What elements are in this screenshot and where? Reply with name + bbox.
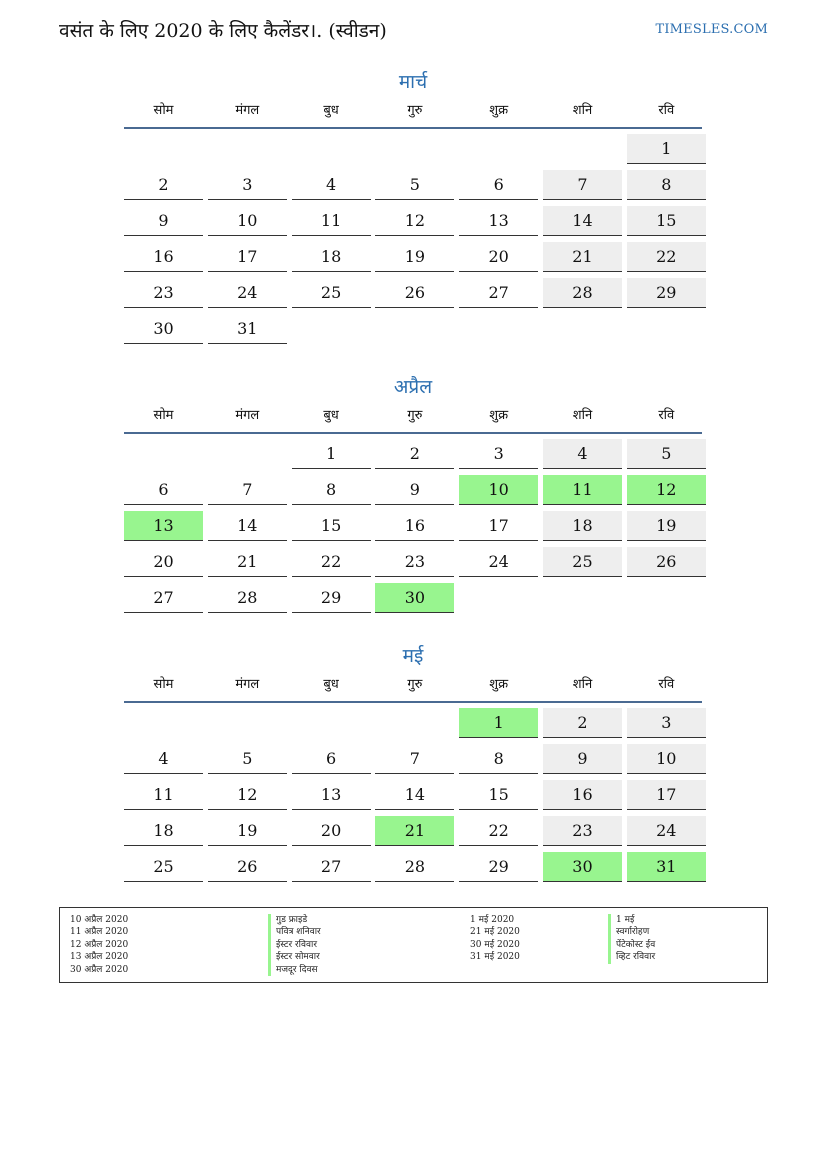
weekday-label: शनि: [572, 408, 593, 423]
day-cell: 2: [543, 708, 622, 738]
holiday-legend: [59, 907, 768, 983]
legend-entry: स्वर्गारोहण: [608, 926, 655, 938]
day-cell: 6: [124, 475, 203, 505]
day-cell: 18: [292, 242, 371, 272]
weekday-label: शुक्र: [489, 103, 509, 118]
weekday-header: [124, 97, 702, 129]
day-cell: 17: [627, 780, 706, 810]
day-cell-empty: [208, 134, 287, 164]
day-cell: 12: [208, 780, 287, 810]
day-cell: 3: [208, 170, 287, 200]
legend-dates-col: [70, 914, 128, 976]
day-cell: 6: [292, 744, 371, 774]
day-cell: 5: [627, 439, 706, 469]
day-cell: 14: [208, 511, 287, 541]
legend-entry: पवित्र शनिवार: [268, 926, 321, 938]
day-cell: 1: [292, 439, 371, 469]
day-cell: 16: [543, 780, 622, 810]
weekday-label: शुक्र: [489, 677, 509, 692]
day-cell: 29: [459, 852, 538, 882]
weekday-label: सोम: [153, 408, 174, 423]
day-cell: 28: [543, 278, 622, 308]
day-cell: 5: [375, 170, 454, 200]
day-cell: 22: [292, 547, 371, 577]
day-cell-empty: [208, 439, 287, 469]
day-cell: 27: [124, 583, 203, 613]
day-cell: 9: [124, 206, 203, 236]
weekday-label: बुध: [323, 103, 339, 118]
weekday-label: मंगल: [235, 677, 260, 692]
day-cell: 14: [543, 206, 622, 236]
day-cell: 2: [124, 170, 203, 200]
legend-entry: 11 अप्रैल 2020: [70, 927, 129, 938]
day-cell: 21: [543, 242, 622, 272]
day-cell: 8: [627, 170, 706, 200]
day-cell: 28: [375, 852, 454, 882]
day-cell-empty: [543, 134, 622, 164]
weekday-label: रवि: [658, 677, 675, 692]
weekday-label: गुरु: [407, 677, 423, 692]
day-cell: 10: [208, 206, 287, 236]
day-cell: 2: [375, 439, 454, 469]
day-cell-empty: [124, 134, 203, 164]
day-cell: 26: [208, 852, 287, 882]
day-cell: 24: [459, 547, 538, 577]
day-cell: 14: [375, 780, 454, 810]
day-cell-empty: [459, 134, 538, 164]
day-cell: 28: [208, 583, 287, 613]
weekday-label: बुध: [323, 677, 339, 692]
day-cell: 20: [459, 242, 538, 272]
legend-entry: मजदूर दिवस: [268, 964, 321, 976]
day-cell: 29: [627, 278, 706, 308]
day-cell: 15: [292, 511, 371, 541]
day-grid: [124, 439, 702, 613]
day-cell: 26: [627, 547, 706, 577]
day-cell: 5: [208, 744, 287, 774]
legend-entry: ईस्टर रविवार: [268, 939, 321, 951]
day-cell: 25: [124, 852, 203, 882]
day-cell: 19: [375, 242, 454, 272]
day-cell: 6: [459, 170, 538, 200]
holiday-day-cell: 11: [543, 475, 622, 505]
weekday-label: बुध: [323, 408, 339, 423]
weekday-label: गुरु: [407, 103, 423, 118]
day-cell: 25: [543, 547, 622, 577]
day-cell: 26: [375, 278, 454, 308]
weekday-label: गुरु: [407, 408, 423, 423]
day-cell: 3: [627, 708, 706, 738]
legend-entry: व्हिट रविवार: [608, 951, 655, 963]
month-title: अप्रैल: [393, 376, 433, 398]
day-cell: 25: [292, 278, 371, 308]
day-cell: 13: [459, 206, 538, 236]
holiday-day-cell: 1: [459, 708, 538, 738]
holiday-day-cell: 12: [627, 475, 706, 505]
day-cell-empty: [292, 134, 371, 164]
legend-entry: 30 अप्रैल 2020: [70, 964, 129, 975]
legend-entry: 1 मई 2020: [470, 915, 515, 925]
day-cell: 17: [208, 242, 287, 272]
holiday-day-cell: 21: [375, 816, 454, 846]
day-cell: 22: [627, 242, 706, 272]
day-cell: 10: [627, 744, 706, 774]
day-cell: 27: [292, 852, 371, 882]
day-cell: 19: [627, 511, 706, 541]
day-cell: 18: [124, 816, 203, 846]
holiday-day-cell: 30: [375, 583, 454, 613]
day-cell: 31: [208, 314, 287, 344]
day-cell: 3: [459, 439, 538, 469]
day-cell: 16: [124, 242, 203, 272]
month-title: मार्च: [398, 71, 428, 93]
legend-entry: पेंटेकोस्ट ईव: [608, 939, 655, 951]
day-cell: 29: [292, 583, 371, 613]
weekday-label: शुक्र: [489, 408, 509, 423]
legend-entry: 1 मई: [608, 914, 655, 926]
day-cell: 4: [543, 439, 622, 469]
day-cell: 11: [124, 780, 203, 810]
day-cell: 4: [124, 744, 203, 774]
month-may: [124, 641, 702, 882]
day-cell: 24: [627, 816, 706, 846]
day-cell: 9: [375, 475, 454, 505]
day-cell: 21: [208, 547, 287, 577]
legend-names-col: [608, 914, 655, 964]
day-cell: 16: [375, 511, 454, 541]
legend-entry: 21 मई 2020: [470, 927, 520, 938]
day-cell-empty: [627, 314, 706, 344]
day-cell: 20: [292, 816, 371, 846]
day-cell-empty: [292, 314, 371, 344]
weekday-header: [124, 402, 702, 434]
day-cell: 7: [375, 744, 454, 774]
day-cell: 18: [543, 511, 622, 541]
day-cell: 7: [208, 475, 287, 505]
day-cell: 23: [124, 278, 203, 308]
page-title: वसंत के लिए 2020 के लिए कैलेंडर।. (स्वीडन): [59, 20, 387, 42]
day-cell-empty: [543, 314, 622, 344]
holiday-day-cell: 13: [124, 511, 203, 541]
legend-entry: 31 मई 2020: [470, 952, 520, 963]
day-cell: 30: [124, 314, 203, 344]
weekday-label: रवि: [658, 103, 675, 118]
day-cell: 8: [459, 744, 538, 774]
month-title: मई: [402, 645, 424, 667]
holiday-day-cell: 10: [459, 475, 538, 505]
day-cell: 27: [459, 278, 538, 308]
day-grid: [124, 708, 702, 882]
day-cell: 23: [375, 547, 454, 577]
weekday-label: शनि: [572, 677, 593, 692]
day-cell-empty: [375, 708, 454, 738]
weekday-label: मंगल: [235, 408, 260, 423]
day-cell: 7: [543, 170, 622, 200]
legend-entry: गुड फ्राइडे: [268, 914, 321, 926]
day-cell: 4: [292, 170, 371, 200]
day-cell-empty: [208, 708, 287, 738]
day-cell-empty: [124, 708, 203, 738]
legend-entry: 13 अप्रैल 2020: [70, 952, 129, 963]
day-cell-empty: [627, 583, 706, 613]
weekday-header: [124, 671, 702, 703]
day-cell: 13: [292, 780, 371, 810]
legend-entry: ईस्टर सोमवार: [268, 951, 321, 963]
day-grid: [124, 134, 702, 344]
month-april: [124, 372, 702, 613]
day-cell: 9: [543, 744, 622, 774]
day-cell: 15: [459, 780, 538, 810]
weekday-label: सोम: [153, 103, 174, 118]
day-cell-empty: [459, 583, 538, 613]
day-cell: 19: [208, 816, 287, 846]
day-cell: 15: [627, 206, 706, 236]
day-cell-empty: [292, 708, 371, 738]
day-cell-empty: [124, 439, 203, 469]
month-march: [124, 67, 702, 344]
weekday-label: रवि: [658, 408, 675, 423]
holiday-day-cell: 31: [627, 852, 706, 882]
day-cell: 22: [459, 816, 538, 846]
day-cell-empty: [375, 134, 454, 164]
legend-names-col: [268, 914, 321, 976]
day-cell: 8: [292, 475, 371, 505]
weekday-label: सोम: [153, 677, 174, 692]
weekday-label: मंगल: [235, 103, 260, 118]
day-cell: 20: [124, 547, 203, 577]
brand-link[interactable]: TIMESLES.COM: [655, 22, 768, 37]
day-cell-empty: [543, 583, 622, 613]
day-cell: 17: [459, 511, 538, 541]
day-cell: 23: [543, 816, 622, 846]
legend-entry: 30 मई 2020: [470, 939, 520, 950]
day-cell-empty: [459, 314, 538, 344]
holiday-day-cell: 30: [543, 852, 622, 882]
day-cell: 24: [208, 278, 287, 308]
day-cell: 12: [375, 206, 454, 236]
day-cell: 1: [627, 134, 706, 164]
legend-dates-col: [470, 914, 520, 964]
weekday-label: शनि: [572, 103, 593, 118]
day-cell: 11: [292, 206, 371, 236]
legend-entry: 10 अप्रैल 2020: [70, 915, 129, 925]
legend-entry: 12 अप्रैल 2020: [70, 939, 129, 950]
day-cell-empty: [375, 314, 454, 344]
